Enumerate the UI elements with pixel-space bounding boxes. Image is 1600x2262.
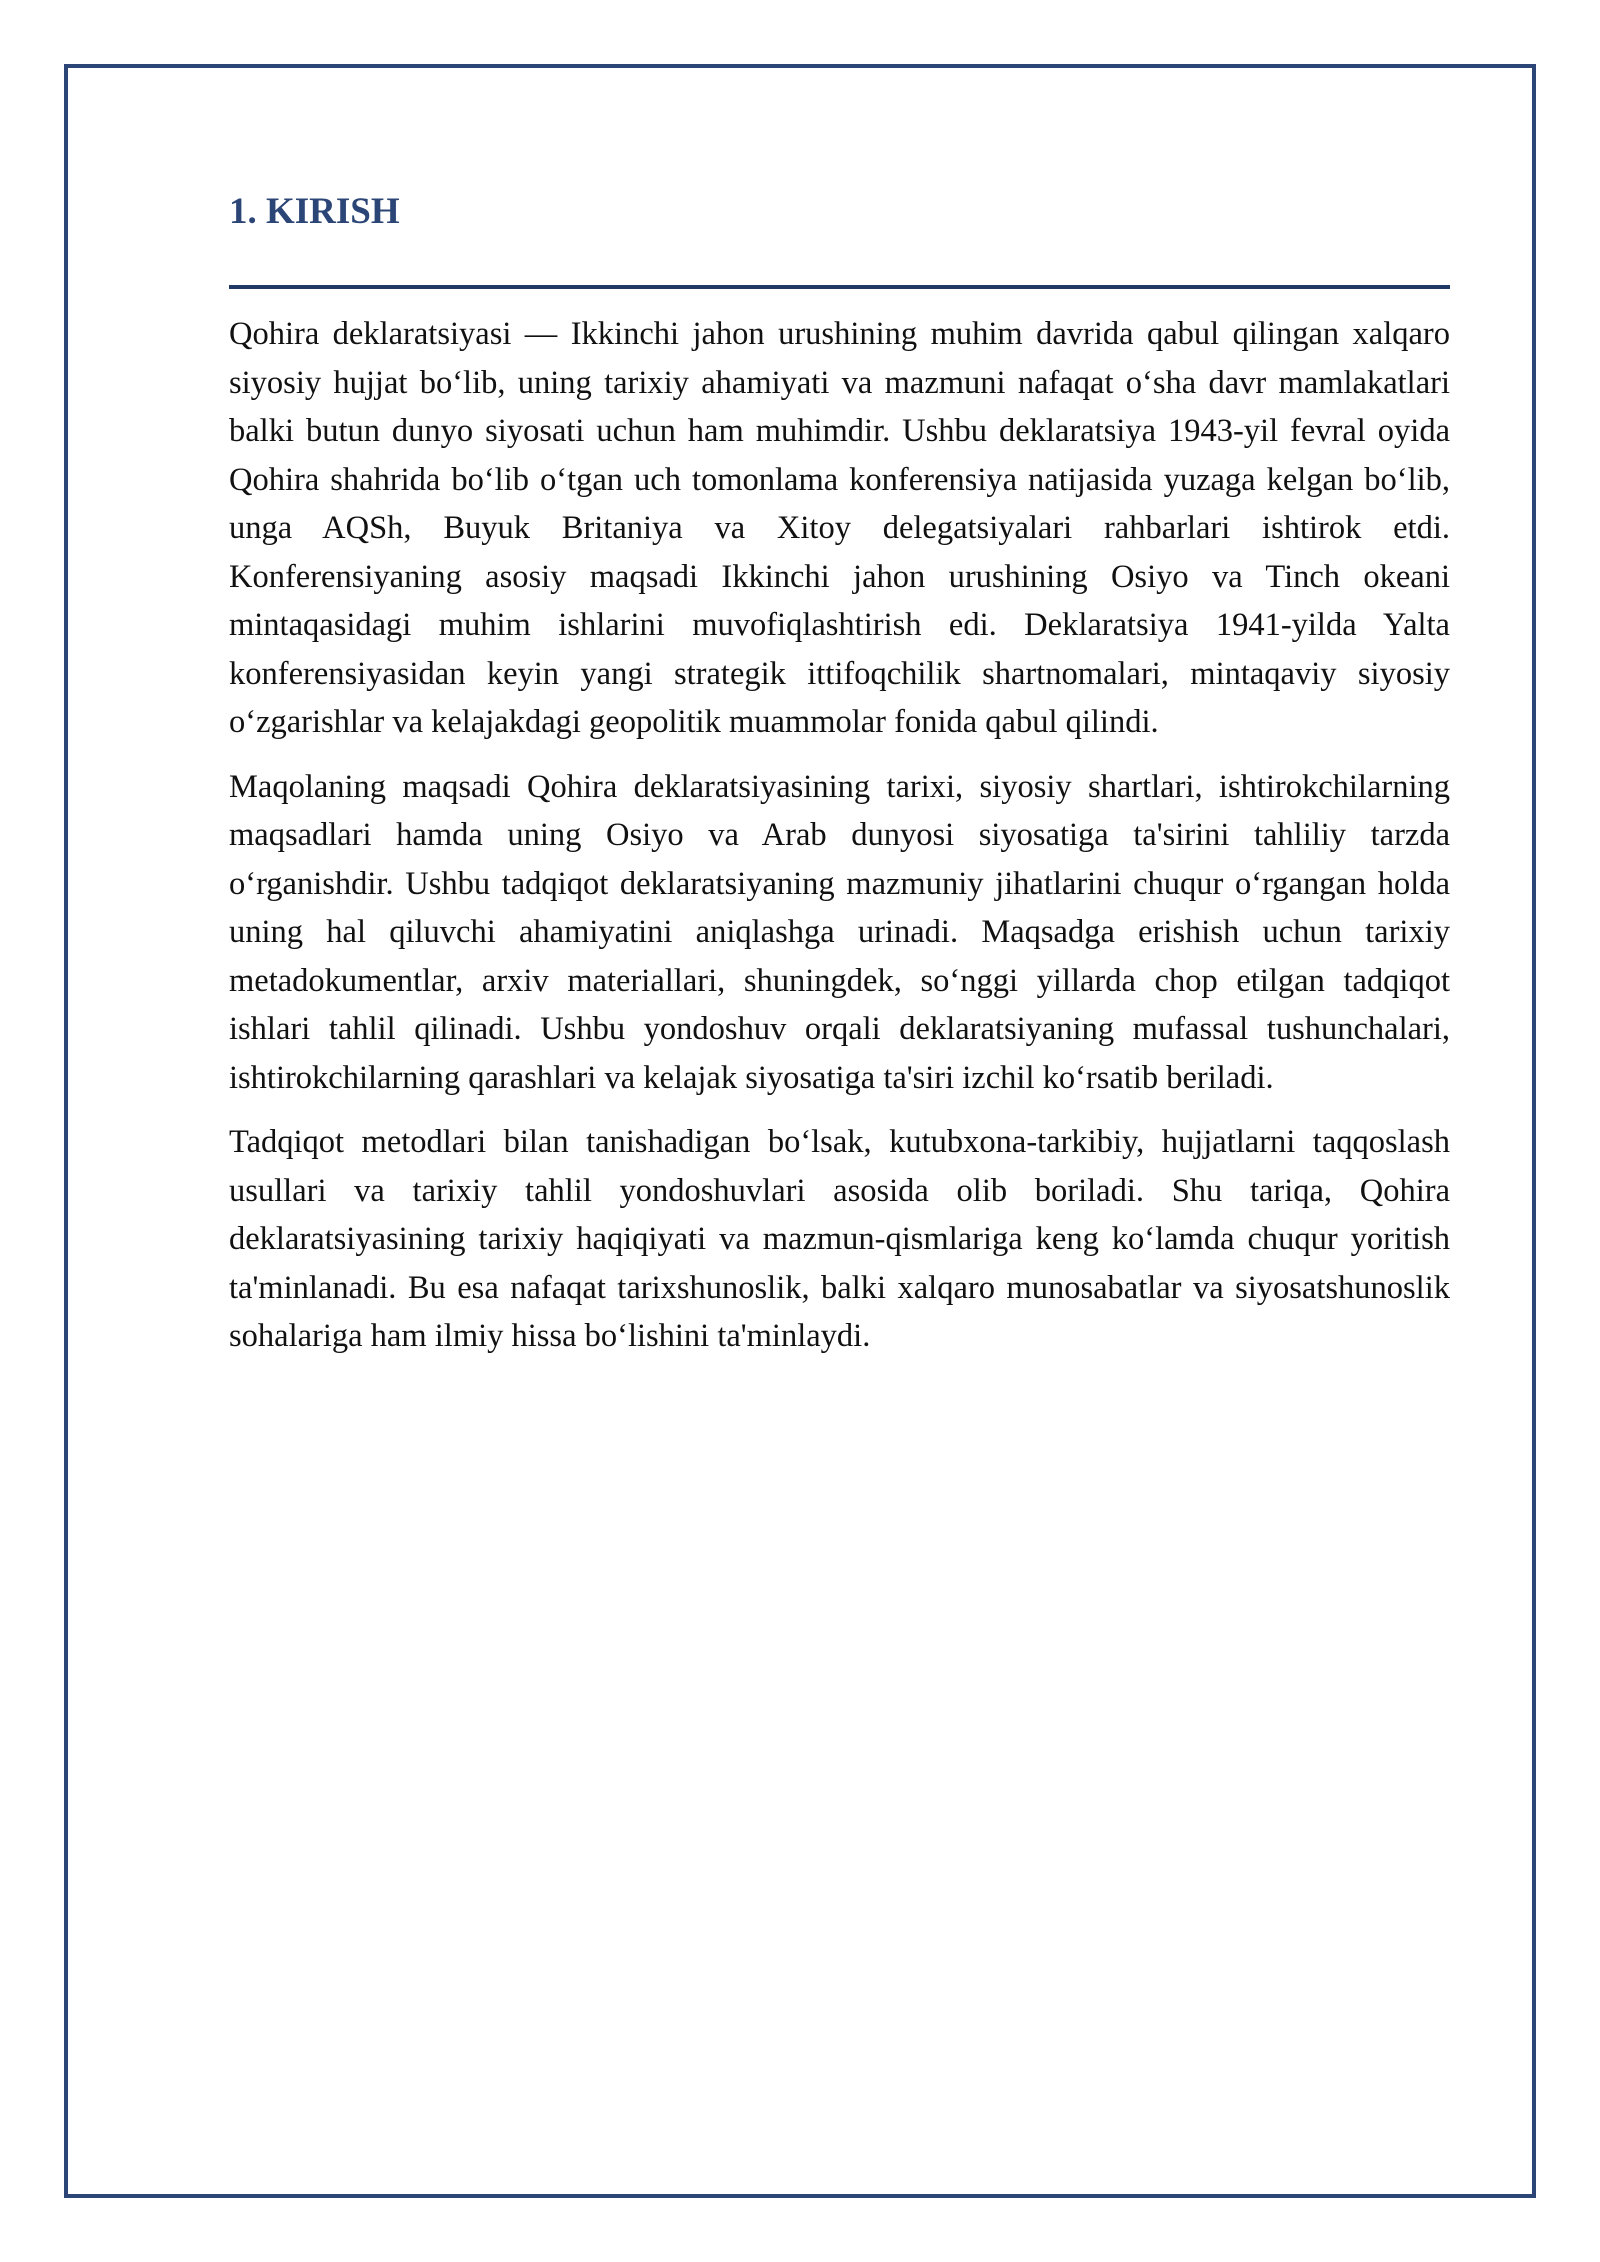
heading-divider	[229, 285, 1450, 289]
paragraph-methods: Tadqiqot metodlari bilan tanishadigan bo‘lsak, kutubxona-tarkibiy, hujjatlarni taqqoslash usullari va tarixiy tahlil yondoshuvlari asosida olib boriladi. Shu tariqa, Qohira deklaratsiyasining tarixiy haqiqiyati va mazmun-qismlariga keng ko‘lamda chuqur yoritish ta'minlanadi. Bu esa nafaqat tarixshunoslik, balki xalqaro munosabatlar va siyosatshunoslik sohalariga ham ilmiy hissa bo‘lishini ta'minlaydi.	[229, 1124, 1450, 1355]
paragraph-introduction: Qohira deklaratsiyasi — Ikkinchi jahon urushining muhim davrida qabul qilingan xalqaro siyosiy hujjat bo‘lib, uning tarixiy ahamiyati va mazmuni nafaqat o‘sha davr mamlakatlari balki butun dunyo siyosati uchun ham muhimdir. Ushbu deklaratsiya 1943-yil fevral oyida Qohira shahrida bo‘lib o‘tgan uch tomonlama konferensiya natijasida yuzaga kelgan bo‘lib, unga AQSh, Buyuk Britaniya va Xitoy delegatsiyalari rahbarlari ishtirok etdi. Konferensiyaning asosiy maqsadi Ikkinchi jahon urushining Osiyo va Tinch okeani mintaqasidagi muhim ishlarini muvofiqlashtirish edi. Deklaratsiya 1941-yilda Yalta konferensiyasidan keyin yangi strategik ittifoqchilik shartnomalari, mintaqaviy siyosiy o‘zgarishlar va kelajakdagi geopolitik muammolar fonida qabul qilindi.	[229, 316, 1450, 741]
document-body	[229, 180, 1450, 1377]
paragraph-purpose: Maqolaning maqsadi Qohira deklaratsiyasining tarixi, siyosiy shartlari, ishtirokchilarning maqsadlari hamda uning Osiyo va Arab dunyosi siyosatiga ta'sirini tahliliy tarzda o‘rganishdir. Ushbu tadqiqot deklaratsiyaning mazmuniy jihatlarini chuqur o‘rgangan holda uning hal qiluvchi ahamiyatini aniqlashga urinadi. Maqsadga erishish uchun tarixiy metadokumentlar, arxiv materiallari, shuningdek, so‘nggi yillarda chop etilgan tadqiqot ishlari tahlil qilinadi. Ushbu yondoshuv orqali deklaratsiyaning mufassal tushunchalari, ishtirokchilarning qarashlari va kelajak siyosatiga ta'siri izchil ko‘rsatib beriladi.	[229, 768, 1450, 1096]
section-heading: 1. KIRISH	[229, 191, 400, 232]
